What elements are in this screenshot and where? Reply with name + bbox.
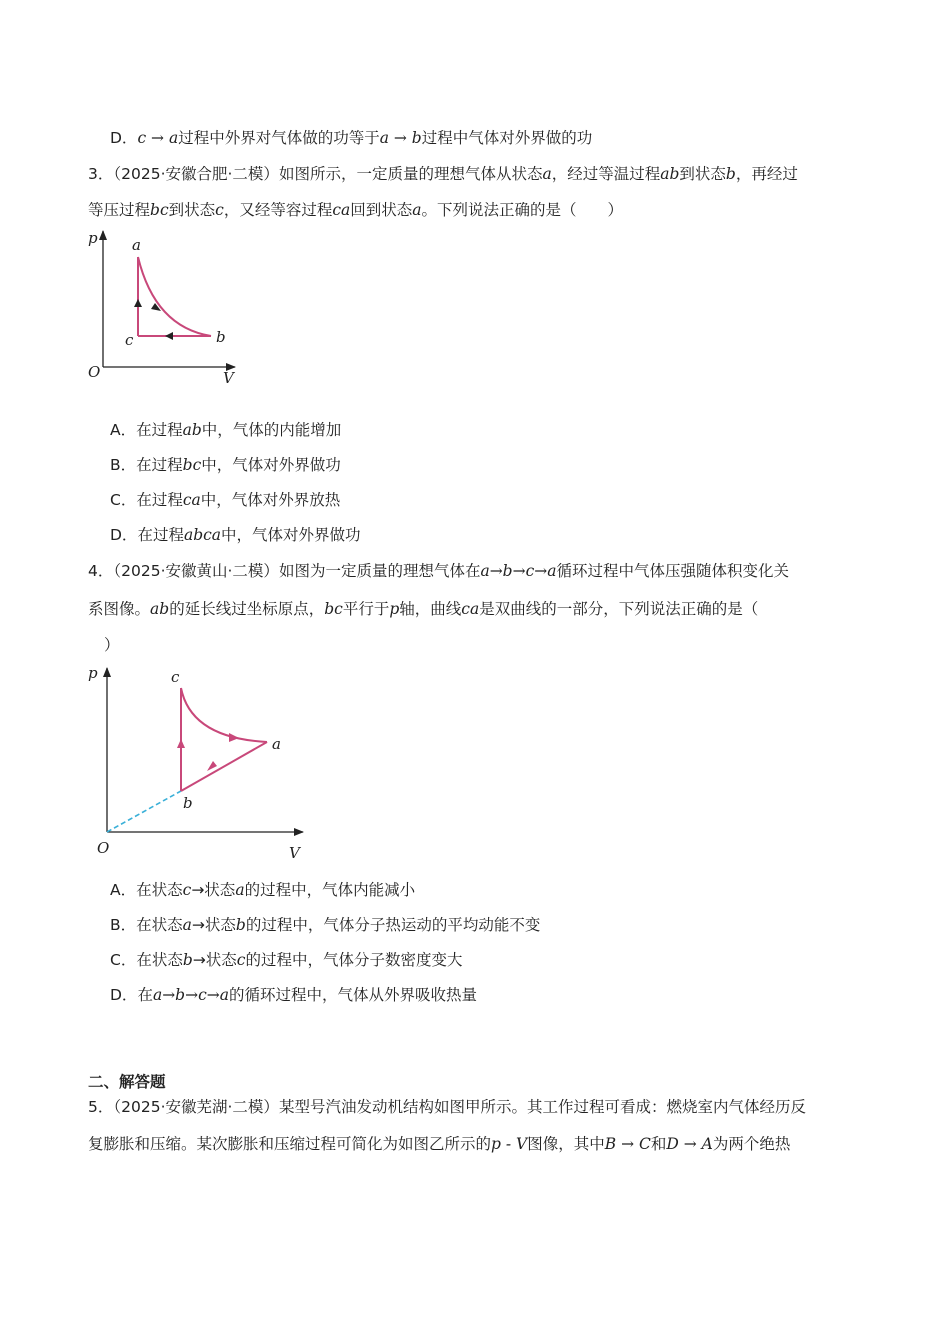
- q3-stem-line2: [88, 199, 623, 221]
- q4-option-a: [110, 879, 415, 901]
- question-number: 5．: [88, 1098, 114, 1116]
- point-a-label: a: [272, 735, 281, 753]
- text: 在过程: [136, 491, 183, 509]
- text: 的过程中，气体分子数密度变大: [245, 951, 463, 969]
- q4-pv-diagram: [85, 660, 310, 865]
- math: a: [235, 881, 245, 899]
- text: 某型号汽油发动机结构如图甲所示。其工作过程可看成：燃烧室内气体经历反: [278, 1098, 806, 1116]
- q2-option-d: [110, 127, 592, 149]
- text: 图像，其中: [527, 1135, 605, 1153]
- text: 等压过程: [88, 201, 151, 219]
- question-number: 4．: [88, 562, 114, 580]
- option-label: B．: [110, 456, 137, 474]
- text: ，经过等温过程: [551, 165, 661, 183]
- text: 中，气体对外界放热: [200, 491, 341, 509]
- text: 为两个绝热: [712, 1135, 791, 1153]
- hyperbola-ca: [181, 688, 267, 742]
- math: b: [725, 165, 736, 183]
- point-a-label: a: [132, 236, 141, 254]
- text: 轴，曲线: [399, 600, 462, 618]
- text: →状态: [192, 951, 237, 969]
- text: 如图为一定质量的理想气体在: [278, 562, 481, 580]
- text: 在过程: [136, 421, 183, 439]
- math: p: [389, 600, 400, 618]
- y-axis-label: p: [88, 229, 98, 247]
- option-label: B．: [110, 916, 137, 934]
- arrow-bc: [165, 332, 173, 340]
- math: b: [182, 951, 193, 969]
- math: ab: [182, 421, 202, 439]
- arrow-ca: [229, 733, 239, 742]
- q3-option-b: [110, 454, 341, 476]
- section-heading: 二、解答题: [88, 1073, 166, 1091]
- text: →状态: [191, 916, 236, 934]
- extension-ab-to-origin: [107, 791, 181, 832]
- text: ，再经过: [735, 165, 798, 183]
- math-c-to-a: c → a: [137, 129, 179, 147]
- text: 循环过程中气体压强随体积变化关: [556, 562, 790, 580]
- math: bc: [150, 201, 169, 219]
- math-p-v: p - V: [491, 1135, 528, 1153]
- q3-pv-diagram: [85, 225, 245, 390]
- origin-label: O: [88, 363, 101, 381]
- origin-label: O: [97, 839, 110, 857]
- text: ，又经等容过程: [223, 201, 333, 219]
- text: 中，气体的内能增加: [201, 421, 342, 439]
- math-d-to-a: D → A: [666, 1135, 713, 1153]
- q4-option-c: [110, 949, 462, 971]
- text: 在: [137, 986, 153, 1004]
- option-label: A．: [110, 421, 137, 439]
- text: 在状态: [136, 916, 183, 934]
- text: 过程中外界对气体做的功等于: [178, 129, 380, 147]
- q4-option-d: [110, 984, 477, 1006]
- text: →状态: [191, 881, 236, 899]
- question-source: （2025·安徽黄山·二模）: [113, 562, 279, 580]
- line-ab: [181, 742, 267, 791]
- text: 的循环过程中，气体从外界吸收热量: [229, 986, 478, 1004]
- arrow-ab: [207, 761, 217, 771]
- arrow-ca: [134, 299, 142, 307]
- text: 如图所示，一定质量的理想气体从状态: [278, 165, 543, 183]
- text: 的过程中，气体分子热运动的平均动能不变: [245, 916, 541, 934]
- text: 在状态: [136, 881, 183, 899]
- text: 。下列说法正确的是（ ）: [421, 201, 624, 219]
- point-c-label: c: [125, 331, 134, 349]
- option-label: D．: [110, 129, 138, 147]
- q5-stem-line1: [88, 1096, 806, 1118]
- x-axis-label: V: [289, 844, 300, 862]
- text: 的过程中，气体内能减小: [244, 881, 416, 899]
- math: c: [182, 881, 192, 899]
- math: b: [235, 916, 246, 934]
- q4-stem-line1: [88, 560, 789, 582]
- math: ca: [332, 201, 351, 219]
- math: c: [236, 951, 246, 969]
- text: 和: [650, 1135, 667, 1153]
- text: 到状态: [679, 165, 726, 183]
- text: 在过程: [136, 456, 183, 474]
- arrow-bc: [177, 739, 185, 748]
- x-axis-label: V: [223, 369, 234, 387]
- text: 复膨胀和压缩。某次膨胀和压缩过程可简化为如图乙所示的: [88, 1135, 492, 1153]
- math: a: [542, 165, 552, 183]
- math: bc: [324, 600, 343, 618]
- q3-stem-line1: [88, 163, 798, 185]
- text: 在状态: [136, 951, 183, 969]
- text: 过程中气体对外界做的功: [421, 129, 593, 147]
- text: 到状态: [168, 201, 216, 219]
- text: 系图像。: [88, 600, 151, 618]
- math: c: [215, 201, 224, 219]
- question-source: （2025·安徽合肥·二模）: [113, 165, 279, 183]
- point-b-label: b: [183, 794, 193, 812]
- q3-option-c: [110, 489, 340, 511]
- y-axis-label: p: [88, 664, 98, 682]
- option-label: C．: [110, 951, 137, 969]
- math: a→b→c→a: [152, 986, 229, 1004]
- text: 平行于: [342, 600, 390, 618]
- math: ca: [461, 600, 480, 618]
- text: 中，气体对外界做功: [221, 526, 361, 544]
- q3-option-d: [110, 524, 361, 546]
- option-label: D．: [110, 986, 138, 1004]
- q4-stem-line2: [88, 598, 758, 620]
- text: 是双曲线的一部分，下列说法正确的是（: [479, 600, 759, 618]
- text: 中，气体对外界做功: [201, 456, 341, 474]
- q4-stem-line3: ）: [104, 636, 120, 654]
- math: a→b→c→a: [480, 562, 557, 580]
- math: ab: [660, 165, 680, 183]
- option-label: D．: [110, 526, 138, 544]
- option-label: A．: [110, 881, 137, 899]
- math: bc: [182, 456, 202, 474]
- q3-option-a: [110, 419, 341, 441]
- math: a: [412, 201, 422, 219]
- question-source: （2025·安徽芜湖·二模）: [113, 1098, 279, 1116]
- point-c-label: c: [171, 668, 180, 686]
- text: 回到状态: [350, 201, 413, 219]
- question-number: 3．: [88, 165, 114, 183]
- math: ab: [150, 600, 170, 618]
- math-a-to-b: a → b: [379, 129, 422, 147]
- q4-option-b: [110, 914, 540, 936]
- point-b-label: b: [216, 328, 226, 346]
- text: 在过程: [137, 526, 184, 544]
- math: abca: [183, 526, 222, 544]
- isotherm-ab: [138, 257, 211, 336]
- math: ca: [182, 491, 201, 509]
- text: 的延长线过坐标原点，: [169, 600, 325, 618]
- math: a: [182, 916, 192, 934]
- option-label: C．: [110, 491, 137, 509]
- q5-stem-line2: [88, 1133, 790, 1155]
- math-b-to-c: B → C: [604, 1135, 651, 1153]
